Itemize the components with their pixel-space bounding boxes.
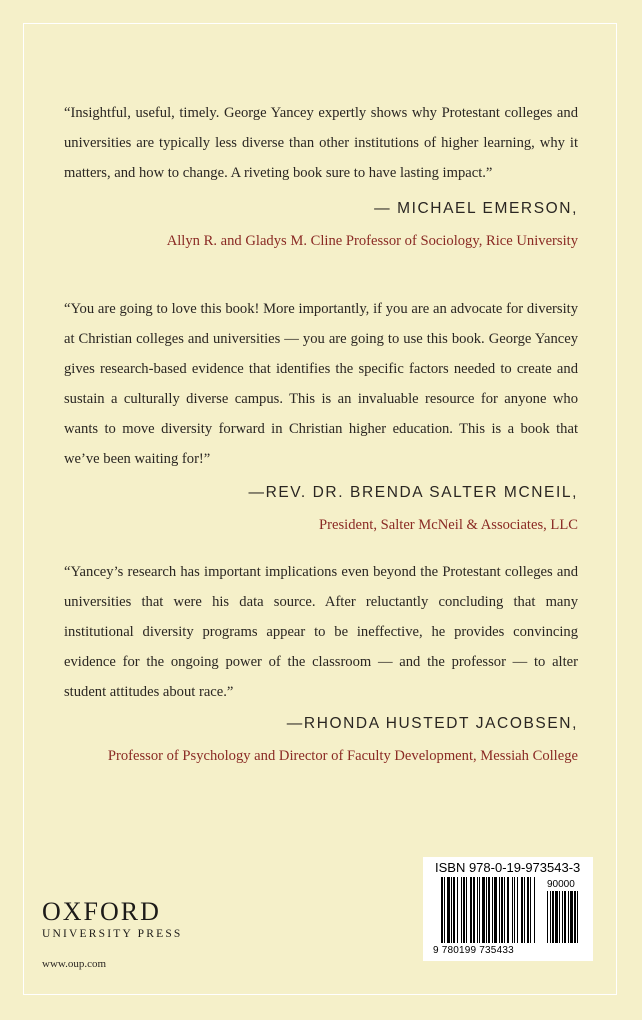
addon-bar [577,891,578,943]
barcode-bar [534,877,535,943]
barcode-bar [466,877,467,943]
blurb-quote: “Insightful, useful, timely. George Yancey expertly shows why Protestant colleges and universities are typically less diverse than other institutions of higher learning, why it matters, and how to change. A riveting book sure to have lasting impact.” [64,105,578,181]
blurb-role: Professor of Psychology and Director of Faculty Development, Messiah College [107,748,578,764]
blurb-author: —RHONDA HUSTEDT JACOBSEN, [286,715,578,732]
barcode-bar [463,877,465,943]
barcode-bar [457,877,458,943]
barcode-bar [477,877,478,943]
blurb-role: President, Salter McNeil & Associates, LLC [319,517,578,533]
barcode-bar [451,877,452,943]
isbn-barcode [423,857,593,961]
barcode-bar [530,877,531,943]
blurb-quote: “Yancey’s research has important implications even beyond the Protestant colleges and universities that were his data source. After reluctantly concluding that many institutional diversity programs appear to be ineffective, he provides convincing evidence for the ongoing power of the classroom — and the professor — to alter student attitudes about race.” [64,564,578,700]
blurb-jacobsen [64,557,578,771]
blurb-quote: “You are going to love this book! More importantly, if you are an advocate for diversity at Christian colleges and universities — you are going to use this book. George Yancey gives research-based evidence that identifies the specific factors needed to create and sustain a culturally diverse campus. This is an invaluable resource for anyone who wants to move diversity forward in Christian higher education. This is a book that we’ve been waiting for!” [64,301,578,467]
addon-bar [574,891,576,943]
barcode-bar [453,877,455,943]
addon-bar [568,891,569,943]
barcode-bar [461,877,462,943]
blurb-mcneil [64,294,578,540]
barcode-bar [527,877,529,943]
barcode-bar [514,877,515,943]
barcode-bar [473,877,475,943]
barcode-bar [470,877,472,943]
addon-bar [564,891,566,943]
barcode-bar [504,877,505,943]
blurb-author: —REV. DR. BRENDA SALTER MCNEIL, [248,484,578,501]
publisher-url: www.oup.com [42,958,107,970]
addon-bar [552,891,554,943]
addon-bar [559,891,560,943]
barcode-bar [441,877,443,943]
addon-bar [562,891,563,943]
publisher-logo [42,898,183,940]
publisher-name: OXFORD [42,897,161,926]
blurb-author: — MICHAEL EMERSON, [374,200,578,217]
barcode-digits: 9 780199 735433 [433,945,514,956]
addon-bar [570,891,573,943]
addon-bar [555,891,558,943]
publisher-subtitle: UNIVERSITY PRESS [42,928,183,940]
barcode-bar [517,877,518,943]
barcode-bar [447,877,450,943]
barcode-bar [492,877,493,943]
barcode-bar [501,877,503,943]
blurb-role: Allyn R. and Gladys M. Cline Professor of Sociology, Rice University [166,233,578,249]
barcode-bar [444,877,445,943]
barcode-bar [494,877,497,943]
barcode-bar [488,877,490,943]
barcode-bar [486,877,487,943]
price-code: 90000 [547,879,575,890]
addon-bar [550,891,551,943]
barcode-bar [521,877,523,943]
barcode-bar [479,877,480,943]
barcode-bar [482,877,485,943]
barcode-bar [507,877,509,943]
barcode-bar [512,877,513,943]
blurb-emerson [64,98,578,256]
addon-bar [547,891,548,943]
barcode-bar [524,877,525,943]
isbn-label: ISBN 978-0-19-973543-3 [435,860,581,875]
barcode-bar [499,877,500,943]
